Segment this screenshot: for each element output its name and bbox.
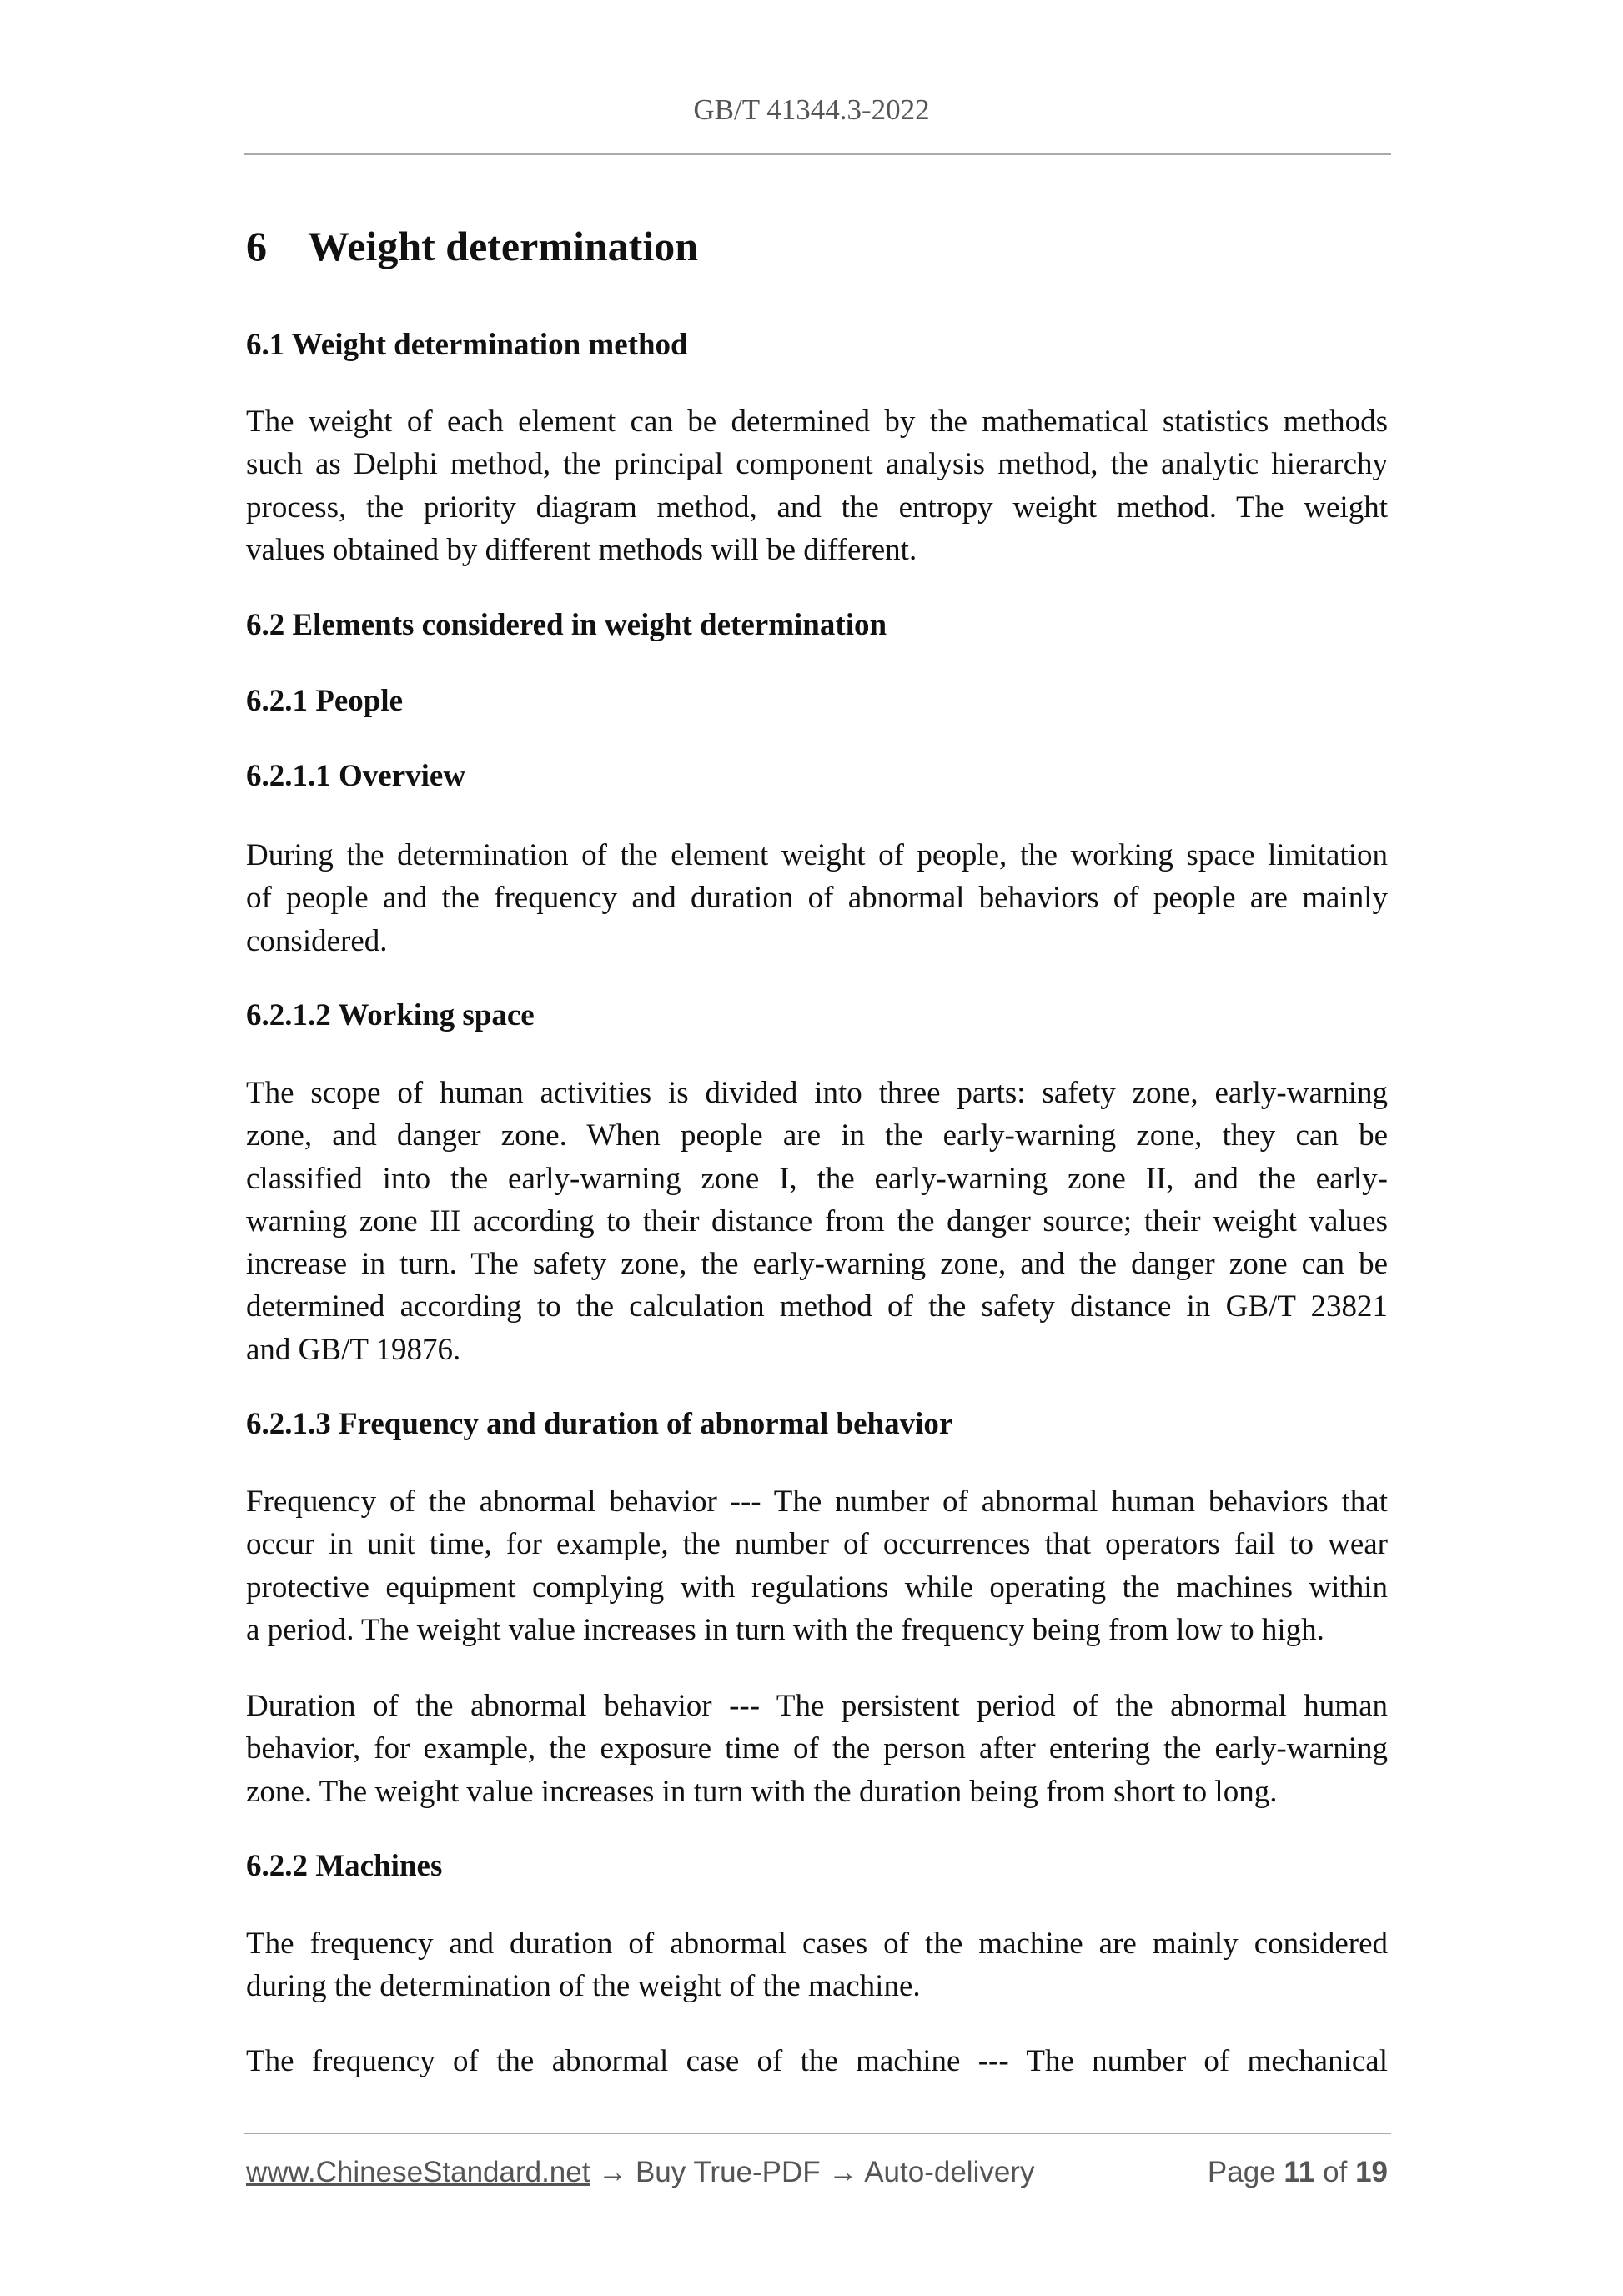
arrow-icon: → [598,2156,628,2188]
subsection-heading: 6.2.1.1 Overview [246,759,466,793]
paragraph [246,834,1388,962]
paragraph [246,400,1388,571]
text-line: The weight of each element can be determined by the mathematical statistics methods [246,404,1388,439]
section-heading [246,222,1388,270]
website-link[interactable]: www.ChineseStandard.net [246,2156,590,2188]
page-total: 19 [1355,2156,1388,2188]
paragraph [246,1922,1388,2008]
subsection-heading: 6.2.1 People [246,684,404,718]
footer-divider [244,2133,1391,2134]
page-label: Page [1207,2156,1276,2188]
text-line: values obtained by different methods will be different. [246,532,917,567]
page-of: of [1323,2156,1348,2188]
header-divider [244,153,1391,155]
text-line: protective equipment complying with regulations while operating the machines within [246,1570,1388,1605]
text-line: behavior, for example, the exposure time of the person after entering the early-warning [246,1731,1388,1766]
text-line: during the determination of the weight of the machine. [246,1969,921,2004]
text-line: such as Delphi method, the principal component analysis method, the analytic hierarchy [246,447,1388,482]
text-line: of people and the frequency and duration of abnormal behaviors of people are mainly [246,881,1388,916]
text-line: The frequency of the abnormal case of the machine --- The number of mechanical [246,2044,1388,2078]
page-number: 11 [1284,2156,1315,2188]
buy-pdf-text: Buy True-PDF [635,2156,821,2188]
text-line: Duration of the abnormal behavior --- The persistent period of the abnormal human [246,1689,1388,1723]
arrow-icon: → [828,2156,858,2188]
text-line: Frequency of the abnormal behavior --- The number of abnormal human behaviors that [246,1485,1388,1519]
text-line: The scope of human activities is divided into three parts: safety zone, early-warning [246,1076,1388,1110]
footer [246,2156,1388,2189]
paragraph [246,1685,1388,1813]
section-title: Weight determination [308,223,699,269]
text-line: During the determination of the element weight of people, the working space limitation [246,838,1388,872]
paragraph [246,2040,1388,2082]
text-line: zone, and danger zone. When people are in the early-warning zone, they can be [246,1118,1388,1153]
text-line: a period. The weight value increases in turn with the frequency being from low to high. [246,1612,1324,1647]
section-number: 6 [246,223,267,269]
text-line: and GB/T 19876. [246,1332,461,1367]
subsection-heading: 6.2 Elements considered in weight determination [246,608,887,642]
document-header-id: GB/T 41344.3-2022 [693,93,930,126]
paragraph [246,1072,1388,1371]
subsection-heading: 6.2.2 Machines [246,1849,443,1883]
subsection-heading: 6.2.1.3 Frequency and duration of abnormal behavior [246,1407,953,1441]
text-line: determined according to the calculation method of the safety distance in GB/T 23821 [246,1289,1388,1324]
auto-delivery-text: Auto-delivery [864,2156,1035,2188]
paragraph [246,1480,1388,1651]
subsection-heading: 6.1 Weight determination method [246,328,688,362]
subsection-heading: 6.2.1.2 Working space [246,998,535,1032]
text-line: The frequency and duration of abnormal cases of the machine are mainly considered [246,1927,1388,1961]
text-line: occur in unit time, for example, the number of occurrences that operators fail to wear [246,1527,1388,1562]
text-line: considered. [246,923,388,958]
text-line: increase in turn. The safety zone, the early-warning zone, and the danger zone can be [246,1247,1388,1282]
text-line: warning zone III according to their distance from the danger source; their weight values [246,1203,1388,1238]
page-indicator [1208,2156,1388,2189]
text-line: process, the priority diagram method, and the entropy weight method. The weight [246,490,1388,525]
text-line: classified into the early-warning zone I, the early-warning zone II, and the early- [246,1161,1388,1196]
text-line: zone. The weight value increases in turn with the duration being from short to long. [246,1774,1278,1809]
